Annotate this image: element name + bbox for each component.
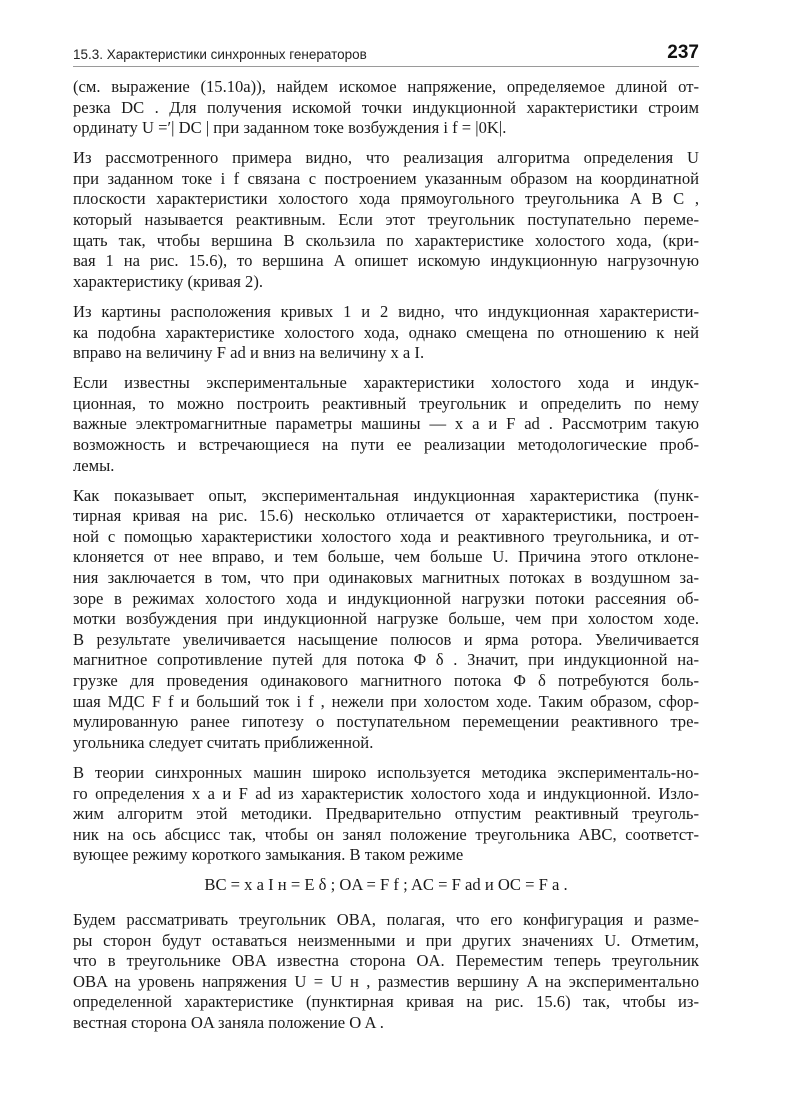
text-line: вая 1 на рис. 15.6), то вершина A опишет искомую индукционную нагрузочную bbox=[73, 251, 699, 271]
text-line: Из картины расположения кривых 1 и 2 видно, что индукционная характеристи- bbox=[73, 301, 699, 321]
paragraph bbox=[73, 910, 699, 1034]
text-line: возможность и встречающиеся на пути ее реализации методологические проб- bbox=[73, 435, 699, 454]
page-body bbox=[73, 77, 699, 1034]
text-line: Будем рассматривать треугольник OBA, полагая, что его конфигурация и разме- bbox=[73, 909, 699, 929]
text-line: ординату U =′| DC | при заданном токе возбуждения i f = |0K|. bbox=[73, 118, 507, 138]
text-line: В теории синхронных машин широко используется методика эксперименталь-но- bbox=[73, 762, 699, 782]
text-line: вправо на величину F ad и вниз на величину x a I. bbox=[73, 343, 425, 363]
text-line: вестная сторона OA заняла положение O A . bbox=[73, 1012, 384, 1032]
formula: BC = x a I н = E δ ; OA = F f ; AC = F ad и OC = F a . bbox=[204, 875, 568, 895]
text-line: мотки возбуждения при индукционной нагрузке больше, чем при холостом ходе. bbox=[73, 609, 699, 629]
text-line: важные электромагнитные параметры машины — x a и F ad . Рассмотрим такую bbox=[73, 414, 699, 434]
text-line: вующее режиму короткого замыкания. В таком режиме bbox=[73, 845, 464, 865]
text-line: Как показывает опыт, экспериментальная индукционная характеристика (пунк- bbox=[73, 485, 699, 505]
text-line: Если известны экспериментальные характеристики холостого хода и индук- bbox=[73, 373, 699, 393]
book-page bbox=[73, 36, 699, 1043]
text-line: плоскости характеристики холостого хода прямоугольного треугольника A B C , bbox=[73, 189, 699, 209]
text-line: который называется реактивным. Если этот треугольник поступательно переме- bbox=[73, 210, 699, 230]
text-line: ры сторон будут оставаться неизменными и при других значениях U. Отметим, bbox=[73, 930, 699, 950]
page-number: 237 bbox=[667, 42, 699, 63]
text-line: определенной характеристике (пунктирная кривая на рис. 15.6) так, чтобы из- bbox=[73, 992, 699, 1012]
running-header bbox=[73, 36, 699, 67]
text-line: ка подобна характеристике холостого хода, однако смещена по отношению к ней bbox=[73, 322, 699, 342]
text-line: ционная, то можно построить реактивный треугольник и определить по нему bbox=[73, 393, 699, 413]
text-line: клоняется от нее вправо, и тем больше, чем больше U. Причина этого отклоне- bbox=[73, 547, 699, 567]
text-line: ния заключается в том, что при одинаковых магнитных потоках в воздушном за- bbox=[73, 568, 699, 588]
text-line: В результате увеличивается насыщение полюсов и ярма ротора. Увеличивается bbox=[73, 629, 699, 649]
text-line: мулированную ранее гипотезу о поступательном перемещении реактивного тре- bbox=[73, 712, 699, 732]
paragraph bbox=[73, 302, 699, 364]
text-line: ной с помощью характеристики холостого хода и реактивного треугольника, и от- bbox=[73, 526, 699, 546]
text-line: при заданном токе i f связана с построением указанным образом на координатной bbox=[73, 168, 699, 188]
text-line: что в треугольнике OBA известна сторона OA. Переместим теперь треугольник bbox=[73, 951, 699, 971]
text-line: ник на ось абсцисс так, чтобы он занял положение треугольника ABC, соответст- bbox=[73, 824, 699, 844]
text-line: жим алгоритм этой методики. Предварительно отпустим реактивный треуголь- bbox=[73, 804, 699, 824]
text-line: магнитное сопротивление путей для потока Φ δ . Значит, при индукционной на- bbox=[73, 650, 699, 670]
paragraph bbox=[73, 763, 699, 866]
text-line: грузке для проведения одинакового магнитного потока Φ δ потребуются боль- bbox=[73, 671, 699, 691]
paragraph bbox=[73, 77, 699, 139]
paragraph bbox=[73, 148, 699, 292]
section-title: 15.3. Характеристики синхронных генераторов bbox=[73, 47, 367, 62]
text-line: угольника следует считать приближенной. bbox=[73, 732, 374, 752]
text-line: Из рассмотренного примера видно, что реализация алгоритма определения U bbox=[73, 148, 699, 168]
text-line: го определения x a и F ad из характеристик холостого хода и индукционной. Изло- bbox=[73, 783, 699, 803]
text-line: (см. выражение (15.10а)), найдем искомое напряжение, определяемое длиной от- bbox=[73, 77, 699, 96]
text-line: щать так, чтобы вершина B скользила по характеристике холостого хода, (кри- bbox=[73, 230, 699, 250]
text-line: лемы. bbox=[73, 455, 115, 475]
paragraph bbox=[73, 373, 699, 476]
text-line: OBA на уровень напряжения U = U н , разместив вершину A на экспериментально bbox=[73, 971, 699, 991]
text-line: шая МДС F f и больший ток i f , нежели при холостом ходе. Таким образом, сфор- bbox=[73, 691, 699, 711]
text-line: резка DC . Для получения искомой точки индукционной характеристики строим bbox=[73, 97, 699, 117]
text-line: зоре в режимах холостого хода и индукционной нагрузки потоки рассеяния об- bbox=[73, 588, 699, 608]
paragraph bbox=[73, 486, 699, 754]
text-line: тирная кривая на рис. 15.6) несколько отличается от характеристики, построен- bbox=[73, 506, 699, 526]
text-line: характеристику (кривая 2). bbox=[73, 271, 264, 291]
